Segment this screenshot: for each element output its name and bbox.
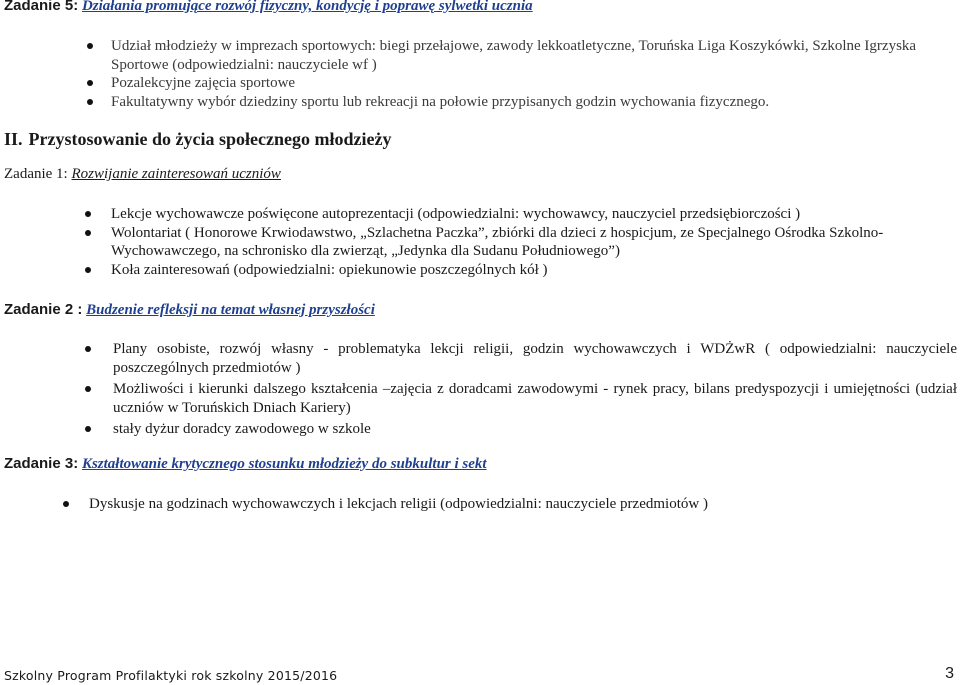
bullet-icon [87,80,93,86]
task5-heading [4,0,533,15]
section-title-text: Przystosowanie do życia społecznego młodzieży [28,129,392,149]
task1-label: Zadanie 1: [4,166,68,182]
list-item-text: Lekcje wychowawcze poświęcone autoprezentacji (odpowiedzialni: wychowawcy, nauczyciel przedsiębiorczości ) [111,206,801,222]
list-item [85,205,957,224]
task1-heading [4,166,281,183]
task1-list [85,205,957,279]
list-item [63,495,953,514]
task3-label: Zadanie 3: [4,455,79,472]
section-number: II. [4,129,23,149]
list-item [87,37,957,74]
list-item [85,261,957,280]
task2-list [85,340,957,439]
task3-topic: Kształtowanie krytycznego stosunku młodzieży do subkultur i sekt [81,456,487,472]
section-title [4,129,391,150]
list-item [85,380,957,417]
page-number: 3 [945,665,954,682]
bullet-icon [85,267,91,273]
bullet-icon [85,230,91,236]
task3-list [63,495,953,514]
bullet-icon [85,211,91,217]
list-item [87,93,957,112]
task1-topic: Rozwijanie zainteresowań uczniów [71,166,281,182]
footer-text: Szkolny Program Profilaktyki rok szkolny 2015/2016 [4,668,338,683]
bullet-icon [63,501,69,507]
task5-topic: Działania promujące rozwój fizyczny, kondycję i poprawę sylwetki ucznia [81,0,533,14]
bullet-icon [85,386,91,392]
list-item-text: Plany osobiste, rozwój własny - problematyka lekcji religii, godzin wychowawczych i WDŻwR ( odpowiedzialni: nauczyciele poszczególnych przedmiotów ) [113,341,957,376]
list-item-text: Możliwości i kierunki dalszego kształcenia –zajęcia z doradcami zawodowymi - rynek pracy, bilans predyspozycji i umiejętności (udział uczniów w Toruńskich Dniach Kariery) [113,381,957,416]
bullet-icon [87,43,93,49]
list-item [87,74,957,93]
list-item [85,224,957,261]
list-item-text: Pozalekcyjne zajęcia sportowe [111,75,296,91]
task2-label: Zadanie 2 : [4,301,83,318]
task2-heading [4,301,375,319]
list-item-text: Wolontariat ( Honorowe Krwiodawstwo, „Szlachetna Paczka”, zbiórki dla dzieci z hospicjum, ze Specjalnego Ośrodka Szkolno-Wychowawczego, na schronisko dla zwierząt, „Jedynka dla Sudanu Południowego”) [111,224,884,259]
bullet-icon [85,426,91,432]
list-item-text: stały dyżur doradcy zawodowego w szkole [113,421,371,437]
list-item-text: Koła zainteresowań (odpowiedzialni: opiekunowie poszczególnych kół ) [111,261,548,278]
list-item-text: Dyskusje na godzinach wychowawczych i lekcjach religii (odpowiedzialni: nauczyciele przedmiotów ) [89,496,708,512]
list-item [85,420,957,439]
task2-topic: Budzenie refleksji na temat własnej przyszłości [86,302,375,318]
bullet-icon [87,99,93,105]
list-item [85,340,957,377]
task5-list [87,37,957,111]
list-item-text: Udział młodzieży w imprezach sportowych: biegi przełajowe, zawody lekkoatletyczne, Toruńska Liga Koszykówki, Szkolne Igrzyska Sportowe (odpowiedzialni: nauczyciele wf ) [111,38,917,73]
task5-label: Zadanie 5: [4,0,79,14]
bullet-icon [85,346,91,352]
list-item-text: Fakultatywny wybór dziedziny sportu lub rekreacji na połowie przypisanych godzin wychowania fizycznego. [111,93,770,110]
task3-heading [4,455,487,473]
